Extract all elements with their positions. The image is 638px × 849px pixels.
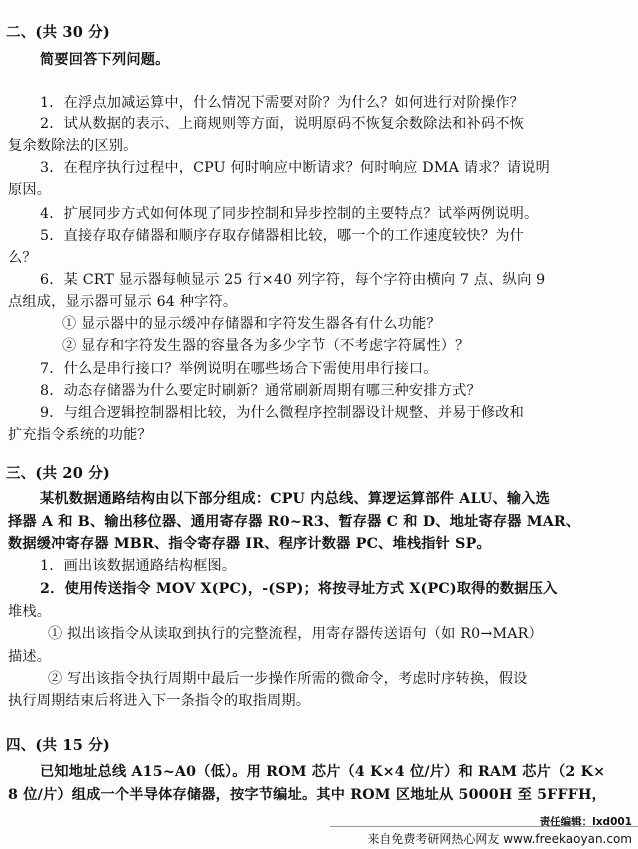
section2-q6-sub2: ② 显存和字符发生器的容量各为多少字节（不考虑字符属性）？ [62, 338, 470, 354]
section3-sub1-line1: ① 拟出该指令从读取到执行的完整流程，用寄存器传送语句（如 R0→MAR） [48, 626, 543, 642]
section2-q7: 7．什么是串行接口？举例说明在哪些场合下需使用串行接口。 [40, 361, 438, 377]
section2-q9-line1: 9．与组合逻辑控制器相比较，为什么微程序控制器设计规整、并易于修改和 [40, 405, 525, 421]
section3-intro-line1: 某机数据通路结构由以下部分组成：CPU 内总线、算逻运算部件 ALU、输入选 [40, 491, 551, 507]
section2-intro: 简要回答下列问题。 [40, 52, 170, 68]
section4-intro-line2: 8 位/片）组成一个半导体存储器，按字节编址。其中 ROM 区地址从 5000H 至 5FFFH， [8, 787, 606, 803]
footer-editor: 责任编辑：lxd001 [539, 816, 632, 828]
section2-q3-line2: 原因。 [8, 182, 52, 198]
section3-intro-line3: 数据缓冲寄存器 MBR、指令寄存器 IR、程序计数器 PC、堆栈指针 SP。 [8, 536, 491, 552]
section4-intro-line1: 已知地址总线 A15~A0（低）。用 ROM 芯片（4 K×4 位/片）和 RAM 芯片（2 K× [40, 764, 606, 780]
section4-heading: 四、(共 15 分) [6, 737, 110, 754]
section2-q1: 1．在浮点加减运算中，什么情况下需要对阶？为什么？如何进行对阶操作？ [40, 95, 525, 111]
section3-sub2-line1: ② 写出该指令执行周期中最后一步操作所需的微命令，考虑时序转换，假设 [48, 671, 528, 687]
footer-divider [330, 826, 638, 827]
section2-q5-line1: 5．直接存取存储器和顺序存取存储器相比较，哪一个的工作速度较快？为什 [40, 228, 525, 244]
section3-heading: 三、(共 20 分) [6, 465, 110, 482]
section2-q4: 4．扩展同步方式如何体现了同步控制和异步控制的主要特点？试举两例说明。 [40, 206, 539, 222]
section2-q5-line2: 么？ [8, 250, 37, 266]
section3-sub1-line2: 描述。 [8, 649, 52, 665]
section3-intro-line2: 择器 A 和 B、输出移位器、通用寄存器 R0~R3、暂存器 C 和 D、地址寄存器 MAR、 [8, 514, 581, 530]
section2-q2-line2: 复余数除法的区别。 [8, 138, 138, 154]
section2-q6-line2: 点组成，显示器可显示 64 种字符。 [8, 294, 238, 310]
section3-q1: 1．画出该数据通路结构框图。 [40, 558, 237, 574]
section3-sub2-line2: 执行周期结束后将进入下一条指令的取指周期。 [8, 693, 311, 709]
section3-q2-line1: 2．使用传送指令 MOV X(PC)，-(SP)；将按寻址方式 X(PC)取得的数据压入 [40, 581, 558, 597]
section2-q8: 8．动态存储器为什么要定时刷新？通常刷新周期有哪三种安排方式？ [40, 383, 481, 399]
footer-source[interactable]: 来自免费考研网热心网友 www.freekaoyan.com [367, 832, 632, 846]
section2-q2-line1: 2．试从数据的表示、上商规则等方面，说明原码不恢复余数除法和补码不恢 [40, 116, 525, 132]
section2-q6-line1: 6．某 CRT 显示器每帧显示 25 行×40 列字符，每个字符由横向 7 点、纵向 9 [40, 272, 546, 288]
section2-q9-line2: 扩充指令系统的功能？ [8, 427, 152, 443]
section3-q2-line2: 堆栈。 [8, 604, 52, 620]
section2-heading: 二、(共 30 分) [6, 24, 110, 41]
section2-q6-sub1: ① 显示器中的显示缓冲存储器和字符发生器各有什么功能？ [62, 316, 441, 332]
section2-q3-line1: 3．在程序执行过程中，CPU 何时响应中断请求？何时响应 DMA 请求？请说明 [40, 160, 551, 176]
